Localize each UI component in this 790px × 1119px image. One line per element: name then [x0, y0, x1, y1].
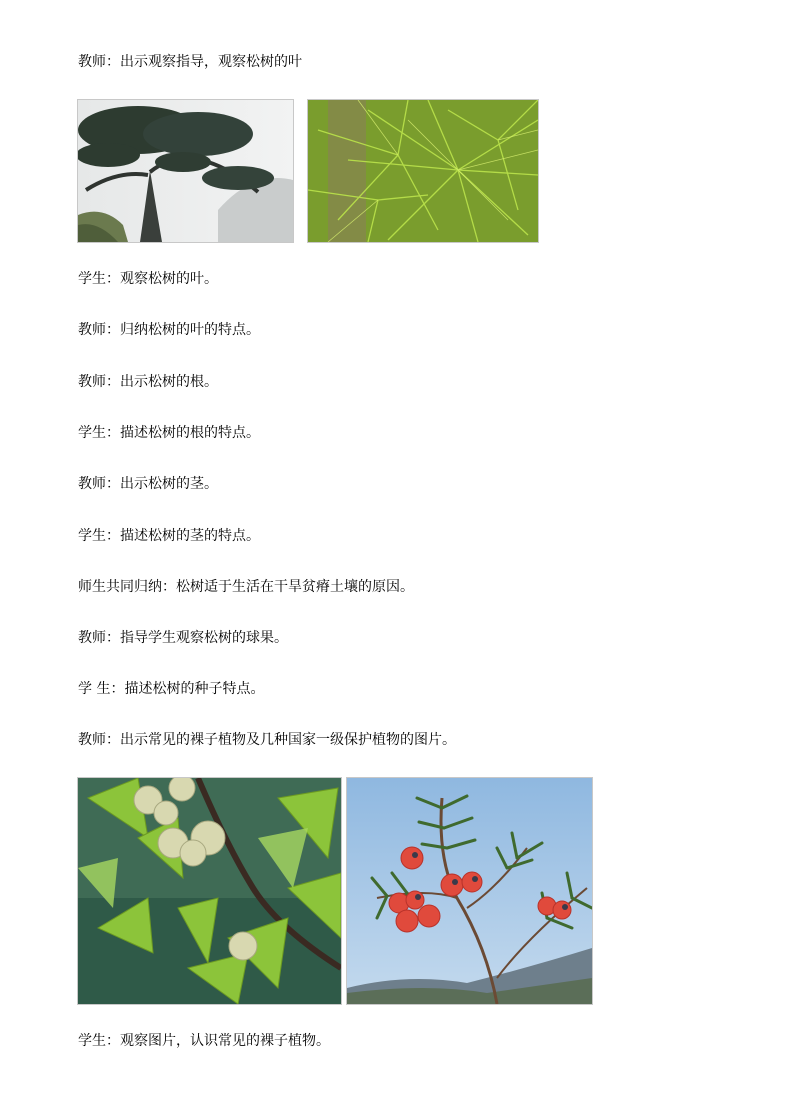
- text-line-9: 教师：指导学生观察松树的球果。: [78, 630, 288, 646]
- text-line-6: 教师：出示松树的茎。: [78, 476, 218, 492]
- pine-tree-photo: [77, 99, 294, 243]
- text-line-4: 教师：出示松树的根。: [78, 374, 218, 390]
- text-line-3: 教师：归纳松树的叶的特点。: [78, 322, 260, 338]
- text-line-5: 学生：描述松树的根的特点。: [78, 425, 260, 441]
- ginkgo-photo: [77, 777, 342, 1005]
- text-line-1: 教师：出示观察指导，观察松树的叶: [78, 54, 302, 70]
- pine-needles-photo: [307, 99, 539, 243]
- yew-berries-photo: [346, 777, 593, 1005]
- text-line-7: 学生：描述松树的茎的特点。: [78, 528, 260, 544]
- text-line-12: 学生：观察图片，认识常见的裸子植物。: [78, 1033, 330, 1049]
- text-line-10: 学 生：描述松树的种子特点。: [78, 681, 265, 697]
- text-line-11: 教师：出示常见的裸子植物及几种国家一级保护植物的图片。: [78, 732, 456, 748]
- text-line-2: 学生：观察松树的叶。: [78, 271, 218, 287]
- text-line-8: 师生共同归纳：松树适于生活在干旱贫瘠土壤的原因。: [78, 579, 414, 595]
